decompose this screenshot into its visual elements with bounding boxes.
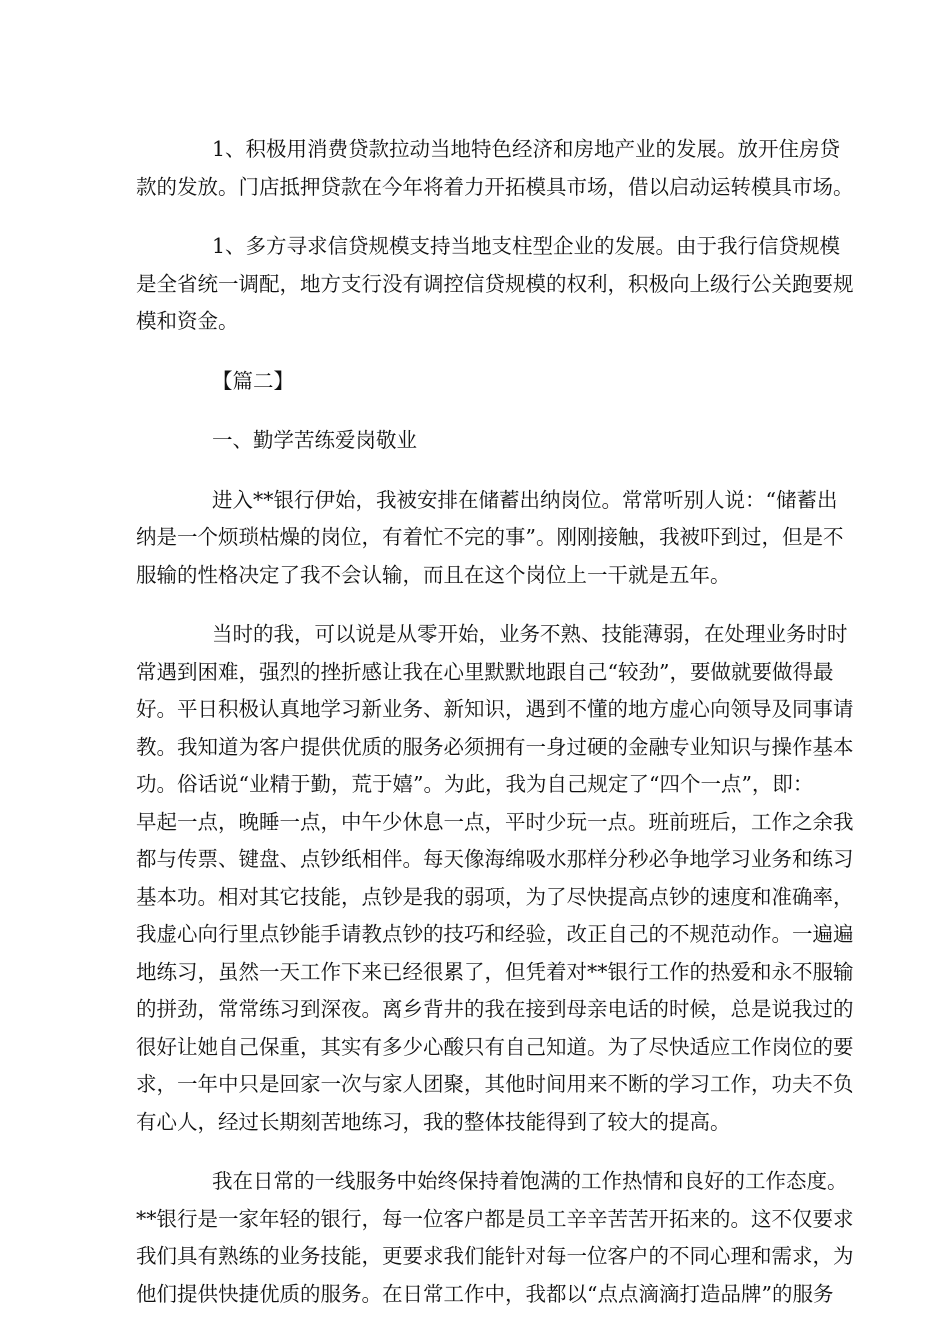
text-line: 早起一点，晚睡一点，中午少休息一点，平时少玩一点。班前班后，工作之余我 [136,809,854,834]
text-line: 是全省统一调配，地方支行没有调控信贷规模的权利，积极向上级行公关跑要规 [136,271,854,296]
document-body [136,131,854,1313]
text-line: **银行是一家年轻的银行，每一位客户都是员工辛辛苦苦开拓来的。这不仅要求 [136,1206,854,1231]
paragraph-frontline-service [136,1163,854,1313]
text-line: 当时的我，可以说是从零开始，业务不熟、技能薄弱，在处理业务时时 [212,622,848,646]
text-line: 款的发放。门店抵押贷款在今年将着力开拓模具市场，借以启动运转模具市场。 [136,174,854,199]
text-line: 纳是一个烦琐枯燥的岗位，有着忙不完的事”。刚刚接触，我被吓到过，但是不 [136,525,844,549]
text-line: 1、多方寻求信贷规模支持当地支柱型企业的发展。由于我行信贷规模 [212,234,841,258]
text-line: 功。俗话说“业精于勤，荒于嬉”。为此，我为自己规定了“四个一点”，即： [136,772,814,796]
text-line: 一、勤学苦练爱岗敬业 [212,428,417,452]
text-line: 【篇二】 [212,368,294,393]
text-line: 常遇到困难，强烈的挫折感让我在心里默默地跟自己“较劲”，要做就要做得最 [136,659,834,684]
text-line: 很好让她自己保重，其实有多少心酸只有自己知道。为了尽快适应工作岗位的要 [136,1034,854,1059]
paragraph-starting-from-zero [136,616,854,1141]
text-line: 求，一年中只是回家一次与家人团聚，其他时间用来不断的学习工作，功夫不负 [136,1072,854,1096]
text-line: 模和资金。 [136,309,239,333]
text-line: 我们具有熟练的业务技能，更要求我们能针对每一位客户的不同心理和需求，为 [136,1244,854,1268]
text-line: 有心人，经过长期刻苦地练习，我的整体技能得到了较大的提高。 [136,1109,731,1134]
text-line: 1、积极用消费贷款拉动当地特色经济和房地产业的发展。放开住房贷 [212,137,841,161]
text-line: 进入**银行伊始，我被安排在储蓄出纳岗位。常常听别人说：“储蓄出 [212,487,838,512]
text-line: 服输的性格决定了我不会认输，而且在这个岗位上一干就是五年。 [136,562,731,587]
text-line: 他们提供快捷优质的服务。在日常工作中，我都以“点点滴滴打造品牌”的服务 [136,1281,834,1306]
text-line: 教。我知道为客户提供优质的服务必须拥有一身过硬的金融专业知识与操作基本 [136,734,854,759]
paragraph-consumer-loans [136,131,854,206]
subheading-diligent-study [136,422,810,460]
section-heading-part-two [136,363,810,401]
paragraph-credit-scale [136,228,854,341]
text-line: 的拼劲，常常练习到深夜。离乡背井的我在接到母亲电话的时候，总是说我过的 [136,997,854,1021]
paragraph-joining-bank [136,482,844,595]
text-line: 地练习，虽然一天工作下来已经很累了，但凭着对**银行工作的热爱和永不服输 [136,959,854,984]
text-line: 我虚心向行里点钞能手请教点钞的技巧和经验，改正自己的不规范动作。一遍遍 [136,922,854,946]
text-line: 基本功。相对其它技能，点钞是我的弱项，为了尽快提高点钞的速度和准确率， [136,884,854,909]
text-line: 好。平日积极认真地学习新业务、新知识，遇到不懂的地方虚心向领导及同事请 [136,697,854,721]
text-line: 都与传票、键盘、点钞纸相伴。每天像海绵吸水那样分秒必争地学习业务和练习 [136,847,854,871]
text-line: 我在日常的一线服务中始终保持着饱满的工作热情和良好的工作态度。 [212,1169,848,1193]
